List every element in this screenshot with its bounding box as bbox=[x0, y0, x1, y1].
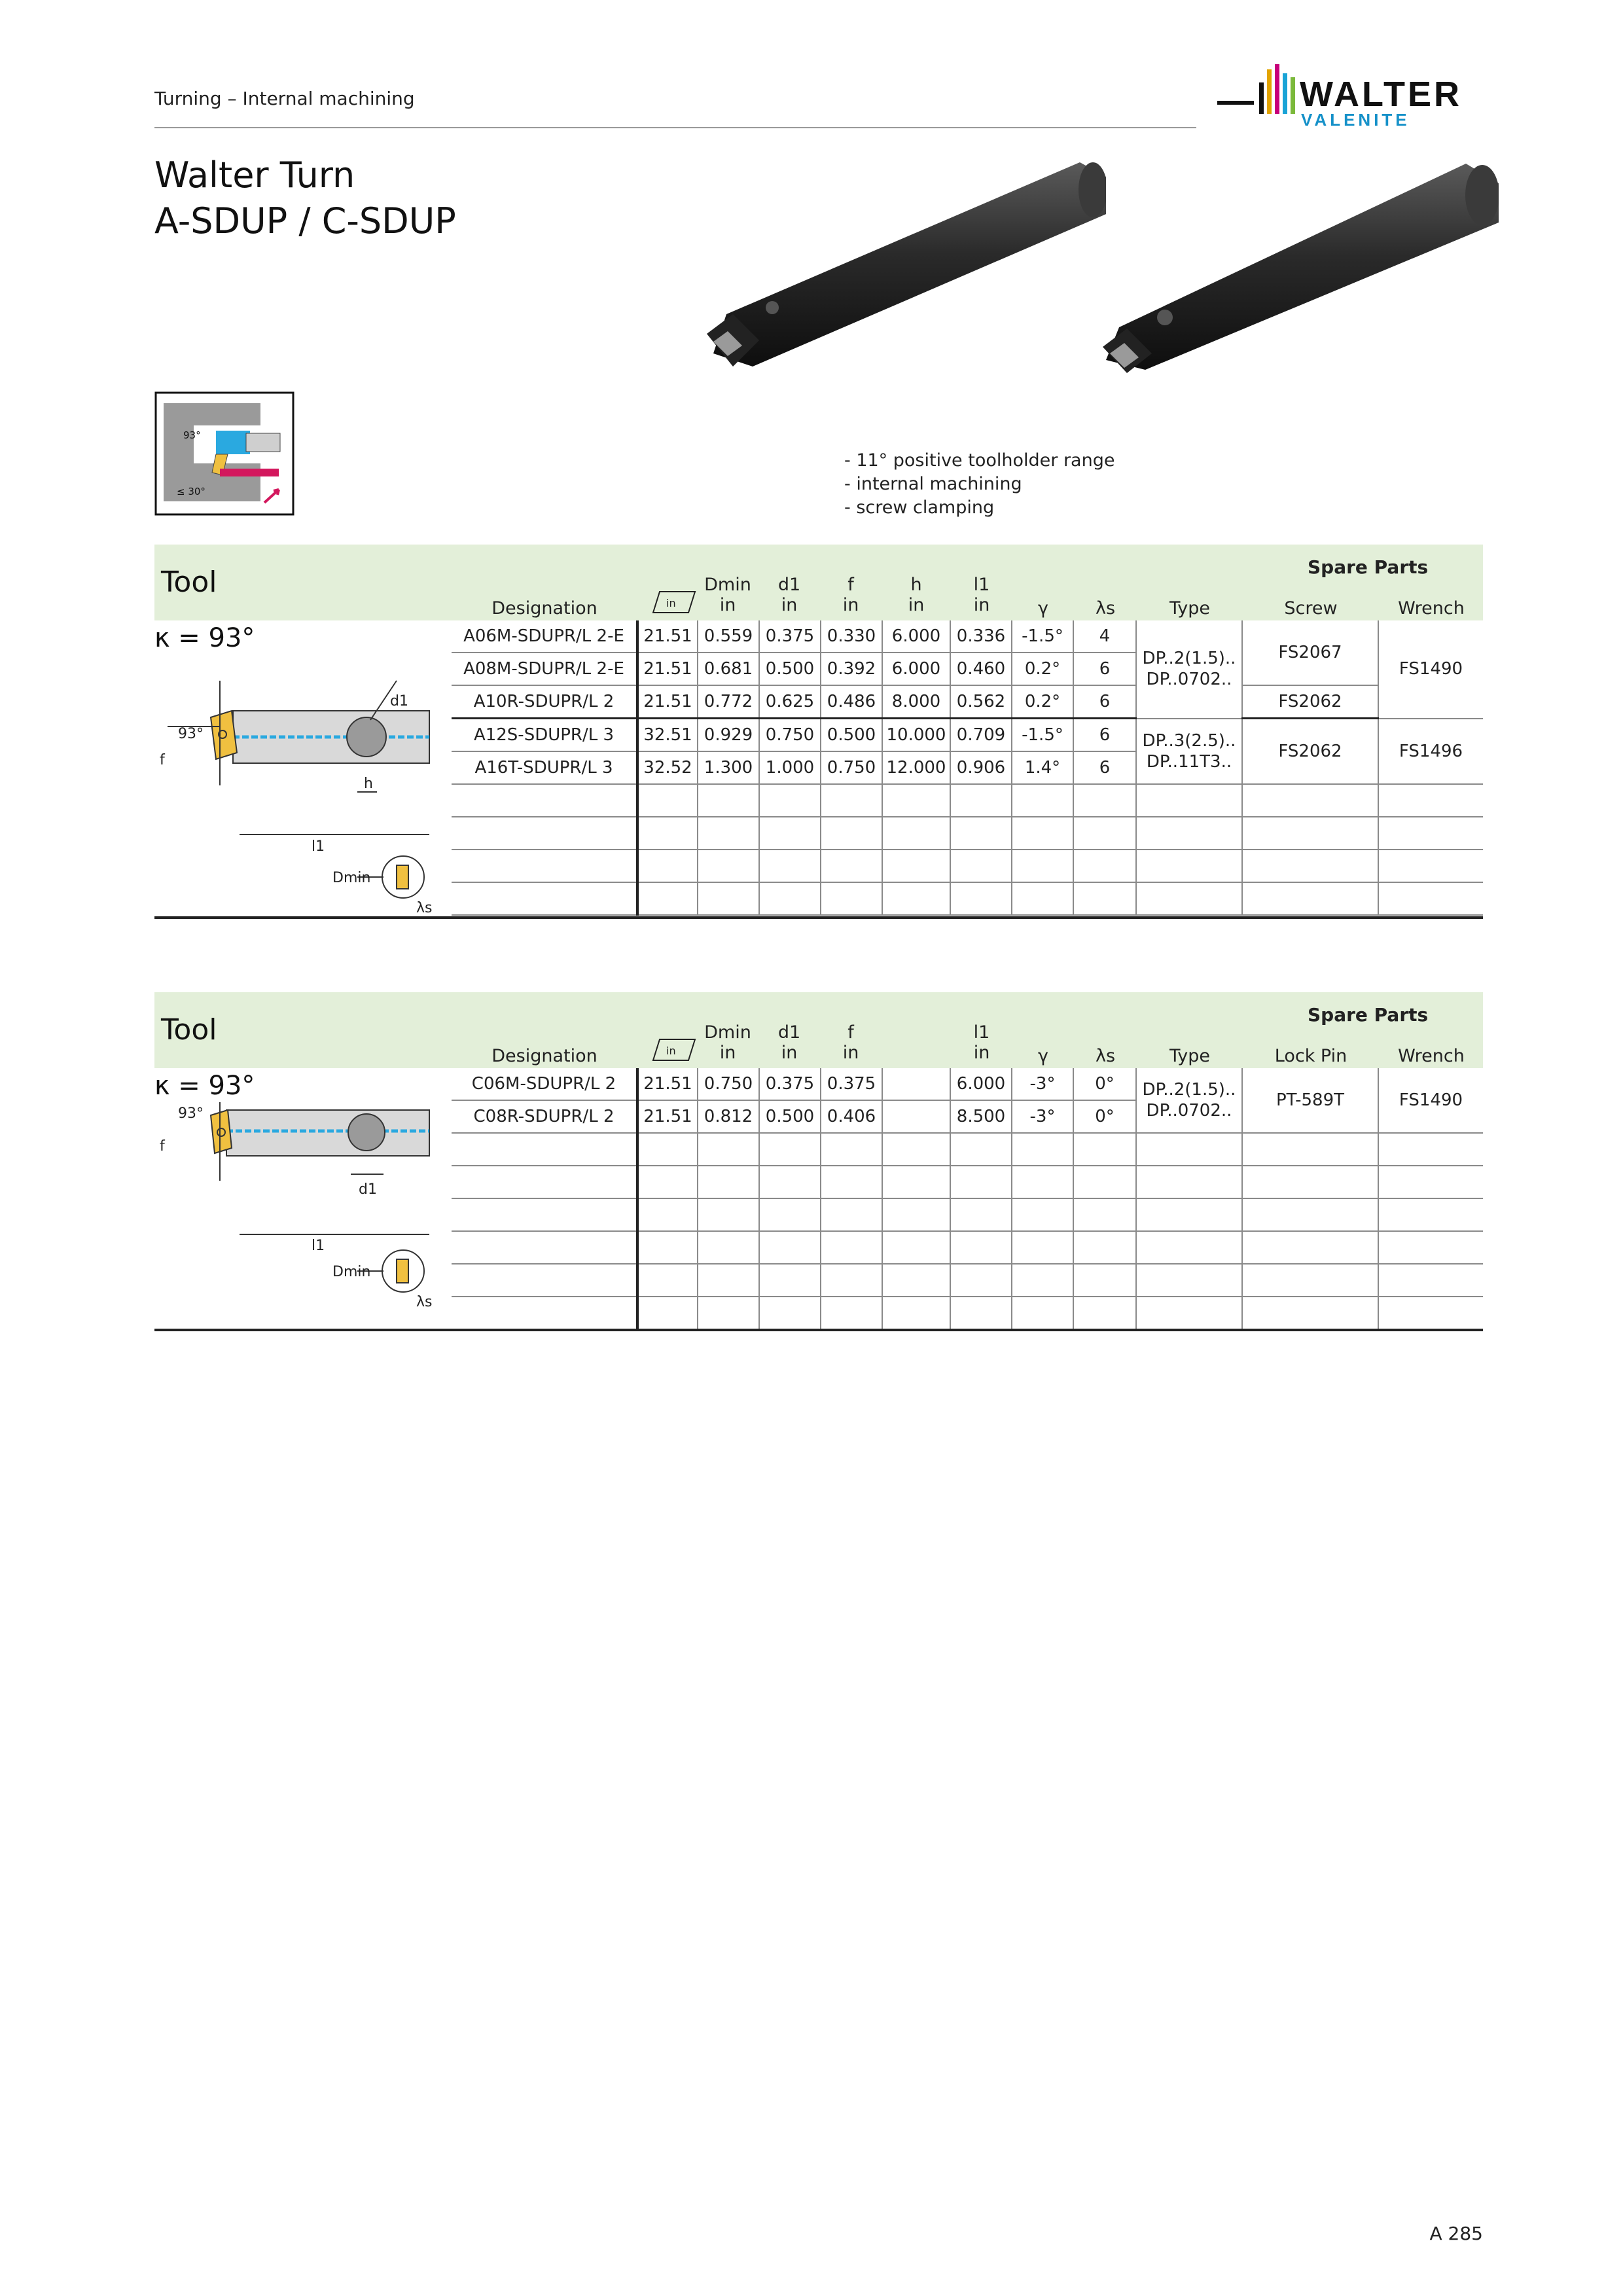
cell-designation: C08R-SDUPR/L 2 bbox=[452, 1100, 637, 1133]
dim-angle: 93° bbox=[178, 726, 204, 742]
tool-table-c bbox=[154, 992, 1483, 1333]
cell-l1: 0.709 bbox=[950, 719, 1012, 752]
cell-designation: A16T-SDUPR/L 3 bbox=[452, 751, 637, 784]
cell-gamma: -3° bbox=[1012, 1100, 1073, 1133]
empty-row bbox=[452, 1264, 1483, 1297]
cell-d1: 0.375 bbox=[759, 1068, 821, 1100]
table-bottom-rule bbox=[154, 1329, 1483, 1331]
col-dmin: Dmin in bbox=[704, 575, 751, 615]
cell-lambda: 4 bbox=[1073, 620, 1136, 653]
cell-empty bbox=[882, 1068, 950, 1100]
cell-screw: FS2062 bbox=[1242, 719, 1378, 785]
data-table bbox=[452, 620, 1483, 916]
feature-item: - screw clamping bbox=[844, 497, 995, 518]
cell-d1: 0.500 bbox=[759, 653, 821, 685]
table-row bbox=[452, 1068, 1483, 1100]
dim-dmin: Dmin bbox=[332, 1264, 371, 1280]
empty-row bbox=[452, 817, 1483, 850]
col-d1: d1 in bbox=[777, 1022, 801, 1063]
col-type: Type bbox=[1169, 1046, 1210, 1066]
cell-type: DP..2(1.5).. DP..0702.. bbox=[1136, 620, 1242, 719]
cell-h: 12.000 bbox=[882, 751, 950, 784]
cell-l1: 0.460 bbox=[950, 653, 1012, 685]
col-lockpin: Lock Pin bbox=[1274, 1046, 1347, 1066]
cell-f: 0.375 bbox=[821, 1068, 882, 1100]
empty-row bbox=[452, 1166, 1483, 1198]
cell-wrench: FS1496 bbox=[1378, 719, 1483, 785]
col-gamma: γ bbox=[1038, 598, 1048, 619]
cell-code: 32.52 bbox=[637, 751, 698, 784]
spare-parts-label: Spare Parts bbox=[1308, 1004, 1429, 1026]
header-divider bbox=[154, 127, 1196, 128]
table-bottom-rule bbox=[154, 916, 1483, 919]
tool-label: Tool bbox=[161, 1013, 217, 1047]
cell-gamma: -1.5° bbox=[1012, 620, 1073, 653]
col-designation: Designation bbox=[491, 1046, 597, 1066]
cell-f: 0.330 bbox=[821, 620, 882, 653]
cell-h: 8.000 bbox=[882, 685, 950, 719]
insert-shape-icon bbox=[651, 589, 698, 615]
cell-code: 21.51 bbox=[637, 1100, 698, 1133]
cell-f: 0.486 bbox=[821, 685, 882, 719]
cell-d1: 0.500 bbox=[759, 1100, 821, 1133]
dim-d1: d1 bbox=[359, 1181, 377, 1198]
kappa-angle: κ = 93° bbox=[154, 1071, 255, 1101]
feature-list bbox=[844, 449, 1115, 520]
feature-item: - internal machining bbox=[844, 474, 1022, 494]
cell-gamma: 0.2° bbox=[1012, 653, 1073, 685]
col-lambda: λs bbox=[1095, 1046, 1116, 1066]
dim-l1: l1 bbox=[312, 838, 325, 855]
cell-code: 21.51 bbox=[637, 620, 698, 653]
cell-designation: A12S-SDUPR/L 3 bbox=[452, 719, 637, 752]
dim-l1: l1 bbox=[312, 1238, 325, 1254]
empty-row bbox=[452, 1297, 1483, 1329]
cell-gamma: 1.4° bbox=[1012, 751, 1073, 784]
col-gamma: γ bbox=[1038, 1046, 1048, 1066]
cell-dmin: 0.772 bbox=[698, 685, 759, 719]
cell-d1: 0.625 bbox=[759, 685, 821, 719]
col-wrench: Wrench bbox=[1398, 598, 1465, 619]
tool-table-a bbox=[154, 545, 1483, 920]
feature-item: - 11° positive toolholder range bbox=[844, 450, 1115, 471]
cell-type: DP..2(1.5).. DP..0702.. bbox=[1136, 1068, 1242, 1133]
col-l1: l1 in bbox=[973, 575, 990, 615]
dim-lambda: λs bbox=[416, 1294, 433, 1310]
empty-row bbox=[452, 1231, 1483, 1264]
col-f: f in bbox=[842, 1022, 859, 1063]
cell-lambda: 6 bbox=[1073, 685, 1136, 719]
cell-l1: 0.906 bbox=[950, 751, 1012, 784]
cell-d1: 1.000 bbox=[759, 751, 821, 784]
col-screw: Screw bbox=[1284, 598, 1338, 619]
cell-l1: 6.000 bbox=[950, 1068, 1012, 1100]
cell-f: 0.406 bbox=[821, 1100, 882, 1133]
empty-row bbox=[452, 1198, 1483, 1231]
col-type: Type bbox=[1169, 598, 1210, 619]
cell-l1: 8.500 bbox=[950, 1100, 1012, 1133]
cell-dmin: 0.929 bbox=[698, 719, 759, 752]
cell-designation: A08M-SDUPR/L 2-E bbox=[452, 653, 637, 685]
col-wrench: Wrench bbox=[1398, 1046, 1465, 1066]
cell-h: 10.000 bbox=[882, 719, 950, 752]
tool-dimension-diagram bbox=[154, 1102, 449, 1325]
col-f: f in bbox=[842, 575, 859, 615]
dim-d1: d1 bbox=[390, 693, 408, 709]
table-row bbox=[452, 685, 1483, 719]
cell-code: 21.51 bbox=[637, 653, 698, 685]
cell-d1: 0.375 bbox=[759, 620, 821, 653]
cell-lambda: 6 bbox=[1073, 653, 1136, 685]
cell-wrench: FS1490 bbox=[1378, 620, 1483, 719]
empty-row bbox=[452, 850, 1483, 882]
svg-text:in: in bbox=[666, 1045, 676, 1057]
col-designation: Designation bbox=[491, 598, 597, 619]
tool-dimension-diagram bbox=[154, 655, 449, 916]
empty-row bbox=[452, 882, 1483, 915]
cell-empty bbox=[882, 1100, 950, 1133]
boring-bar-c-image bbox=[1086, 151, 1499, 386]
boring-bar-a-image bbox=[687, 151, 1106, 386]
kappa-angle: κ = 93° bbox=[154, 623, 255, 653]
cell-lambda: 0° bbox=[1073, 1100, 1136, 1133]
cell-code: 21.51 bbox=[637, 685, 698, 719]
op-angle1: 93° bbox=[183, 429, 201, 441]
dim-dmin: Dmin bbox=[332, 870, 371, 886]
cell-dmin: 0.812 bbox=[698, 1100, 759, 1133]
cell-l1: 0.562 bbox=[950, 685, 1012, 719]
cell-screw: FS2062 bbox=[1242, 685, 1378, 719]
svg-text:in: in bbox=[666, 597, 676, 609]
cell-dmin: 0.559 bbox=[698, 620, 759, 653]
cell-wrench: FS1490 bbox=[1378, 1068, 1483, 1133]
cell-h: 6.000 bbox=[882, 620, 950, 653]
operation-diagram bbox=[154, 391, 294, 516]
op-angle2: ≤ 30° bbox=[177, 486, 205, 497]
dim-f: f bbox=[160, 1138, 165, 1155]
cell-type: DP..3(2.5).. DP..11T3.. bbox=[1136, 719, 1242, 785]
cell-code: 21.51 bbox=[637, 1068, 698, 1100]
cell-f: 0.500 bbox=[821, 719, 882, 752]
logo-text-walter: WALTER bbox=[1300, 75, 1462, 114]
empty-row bbox=[452, 784, 1483, 817]
table-row bbox=[452, 620, 1483, 653]
cell-lambda: 0° bbox=[1073, 1068, 1136, 1100]
cell-code: 32.51 bbox=[637, 719, 698, 752]
cell-lambda: 6 bbox=[1073, 751, 1136, 784]
cell-gamma: 0.2° bbox=[1012, 685, 1073, 719]
walter-valenite-logo bbox=[1217, 63, 1492, 135]
dim-f: f bbox=[160, 752, 165, 768]
breadcrumb: Turning – Internal machining bbox=[154, 88, 415, 109]
cell-l1: 0.336 bbox=[950, 620, 1012, 653]
table-row bbox=[452, 719, 1483, 752]
cell-f: 0.750 bbox=[821, 751, 882, 784]
insert-shape-icon bbox=[651, 1037, 698, 1063]
col-l1: l1 in bbox=[973, 1022, 990, 1063]
cell-gamma: -3° bbox=[1012, 1068, 1073, 1100]
page-number: A 285 bbox=[1429, 2223, 1483, 2244]
cell-d1: 0.750 bbox=[759, 719, 821, 752]
cell-dmin: 1.300 bbox=[698, 751, 759, 784]
page-title: Walter Turn bbox=[154, 154, 355, 196]
cell-f: 0.392 bbox=[821, 653, 882, 685]
dim-angle: 93° bbox=[178, 1105, 204, 1122]
cell-designation: A06M-SDUPR/L 2-E bbox=[452, 620, 637, 653]
cell-lockpin: PT-589T bbox=[1242, 1068, 1378, 1133]
cell-screw: FS2067 bbox=[1242, 620, 1378, 685]
col-h: h in bbox=[908, 575, 925, 615]
col-d1: d1 in bbox=[777, 575, 801, 615]
dim-lambda: λs bbox=[416, 900, 433, 916]
col-lambda: λs bbox=[1095, 598, 1116, 619]
cell-dmin: 0.681 bbox=[698, 653, 759, 685]
cell-designation: A10R-SDUPR/L 2 bbox=[452, 685, 637, 719]
empty-row bbox=[452, 1133, 1483, 1166]
data-table bbox=[452, 1068, 1483, 1330]
logo-text-valenite: VALENITE bbox=[1301, 110, 1410, 130]
page-subtitle: A-SDUP / C-SDUP bbox=[154, 200, 456, 242]
cell-lambda: 6 bbox=[1073, 719, 1136, 752]
cell-designation: C06M-SDUPR/L 2 bbox=[452, 1068, 637, 1100]
tool-label: Tool bbox=[161, 565, 217, 599]
cell-h: 6.000 bbox=[882, 653, 950, 685]
cell-dmin: 0.750 bbox=[698, 1068, 759, 1100]
dim-h: h bbox=[364, 776, 373, 792]
cell-gamma: -1.5° bbox=[1012, 719, 1073, 752]
spare-parts-label: Spare Parts bbox=[1308, 556, 1429, 578]
col-dmin: Dmin in bbox=[704, 1022, 751, 1063]
